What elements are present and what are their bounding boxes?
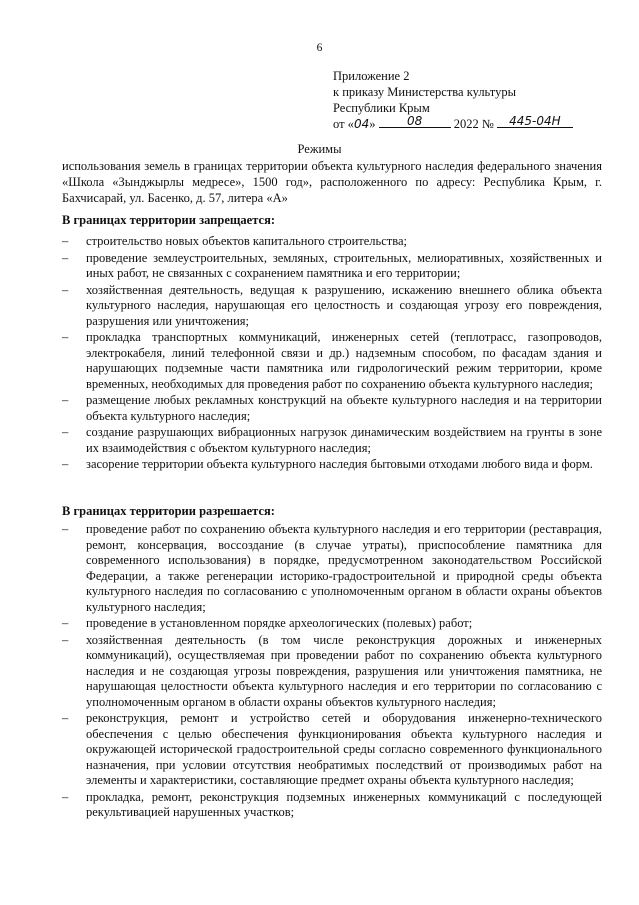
list-item: – проведение землеустроительных, земляных, строительных, мелиоративных, хозяйственных и иных работ, не связанных с сохранением памятника и его территории; <box>62 250 602 280</box>
list-marker: – <box>62 393 69 407</box>
list-item: – хозяйственная деятельность, ведущая к разрушению, искажению внешнего облика объекта культурного наследия, нарушающая его целостность и создающая угрозу его повреждения, разрушения или уничтожения; <box>62 282 602 328</box>
list-marker: – <box>62 250 69 265</box>
list-item: – реконструкция, ремонт и устройство сетей и оборудования инженерно-технического обеспечения с целью обеспечения функционирования объекта культурного наследия и окружающей исторической градостроительной среды согласно современного функционального назначения, при условии отсутствия необратимых последствий от производимых работ на элементы и характеристики, составляющие предмет охраны объекта культурного наследия; <box>62 711 602 787</box>
list-marker: – <box>62 457 69 471</box>
date-mid: » <box>369 117 376 131</box>
document-title: Режимы <box>297 142 342 156</box>
handwritten-order-number: 445-04Н <box>509 114 561 128</box>
list-item: – проведение работ по сохранению объекта культурного наследия и его территории (реставрация, ремонт, консервация, воссоздание (в случае утраты), приспособление памятника для современного использования) в порядке, предусмотренном законодательством Российской Федерации, а также регенерации историко-градостроительной и природной среды объекта культурного наследия по согласованию с уполномоченным органом в области охраны объектов культурного наследия; <box>62 522 602 614</box>
list-item: – проведение в установленном порядке археологических (полевых) работ; <box>62 616 473 630</box>
ministry-region: Республики Крым <box>333 101 430 115</box>
list-marker: – <box>62 711 69 725</box>
allowed-heading: В границах территории разрешается: <box>62 504 275 518</box>
list-item: – прокладка транспортных коммуникаций, инженерных сетей (теплотрасс, газопроводов, электрокабеля, линий телефонной связи и др.) надземным способом, по фасадам здания и нарушающих подземные части памятника или гидрологический режим территории, кроме временных, необходимых для проведения работ по сохранению объекта культурного наследия; <box>62 330 602 391</box>
list-item: – создание разрушающих вибрационных нагрузок динамическим воздействием на грунты в зоне их взаимодействия с объектом культурного наследия; <box>62 425 602 455</box>
handwritten-day: 04 <box>353 117 370 131</box>
list-marker: – <box>62 425 69 439</box>
list-item: – хозяйственная деятельность (в том числе реконструкция дорожных и инженерных коммуникаций), осуществляемая при проведении работ по сохранению объекта культурного наследия и не создающая угрозы повреждения, разрушения или уничтожения памятника, не нарушающая целостности объекта культурного наследия и его территории по согласованию с уполномоченным органом в области охраны объектов культурного наследия; <box>62 632 602 709</box>
year-number-label: 2022 № <box>453 117 494 131</box>
prohibited-list <box>62 234 602 474</box>
list-marker: – <box>62 522 69 536</box>
handwritten-month: 08 <box>406 114 423 128</box>
list-item: – строительство новых объектов капитального строительства; <box>62 234 407 248</box>
allowed-list <box>62 522 602 822</box>
list-item: – прокладка, ремонт, реконструкция подземных инженерных коммуникаций с последующей рекультивацией нарушенных участков; <box>62 789 602 819</box>
order-number-blank <box>497 116 573 128</box>
prohibited-heading: В границах территории запрещается: <box>62 213 276 227</box>
list-marker: – <box>62 330 69 344</box>
list-item: – засорение территории объекта культурного наследия бытовыми отходами любого вида и форм. <box>62 457 593 471</box>
month-blank <box>379 116 451 128</box>
order-reference: к приказу Министерства культуры <box>333 85 516 99</box>
list-marker: – <box>62 282 69 297</box>
list-marker: – <box>62 234 69 248</box>
appendix-label: Приложение 2 <box>333 69 410 83</box>
list-marker: – <box>62 632 69 647</box>
order-date-line <box>333 116 573 132</box>
appendix-header <box>333 68 573 132</box>
page-number: 6 <box>316 42 323 54</box>
document-subject: использования земель в границах территории объекта культурного наследия федерального значения «Школа «Зынджырлы медресе», 1500 год», расположенного по адресу: Республика Крым, г. Бахчисарай, ул. Басенко, д. 57, литера «А» <box>62 159 602 205</box>
list-marker: – <box>62 789 69 804</box>
date-prefix: от « <box>333 117 354 131</box>
list-item: – размещение любых рекламных конструкций на объекте культурного наследия и на территории объекта культурного наследия; <box>62 393 602 423</box>
list-marker: – <box>62 616 69 630</box>
